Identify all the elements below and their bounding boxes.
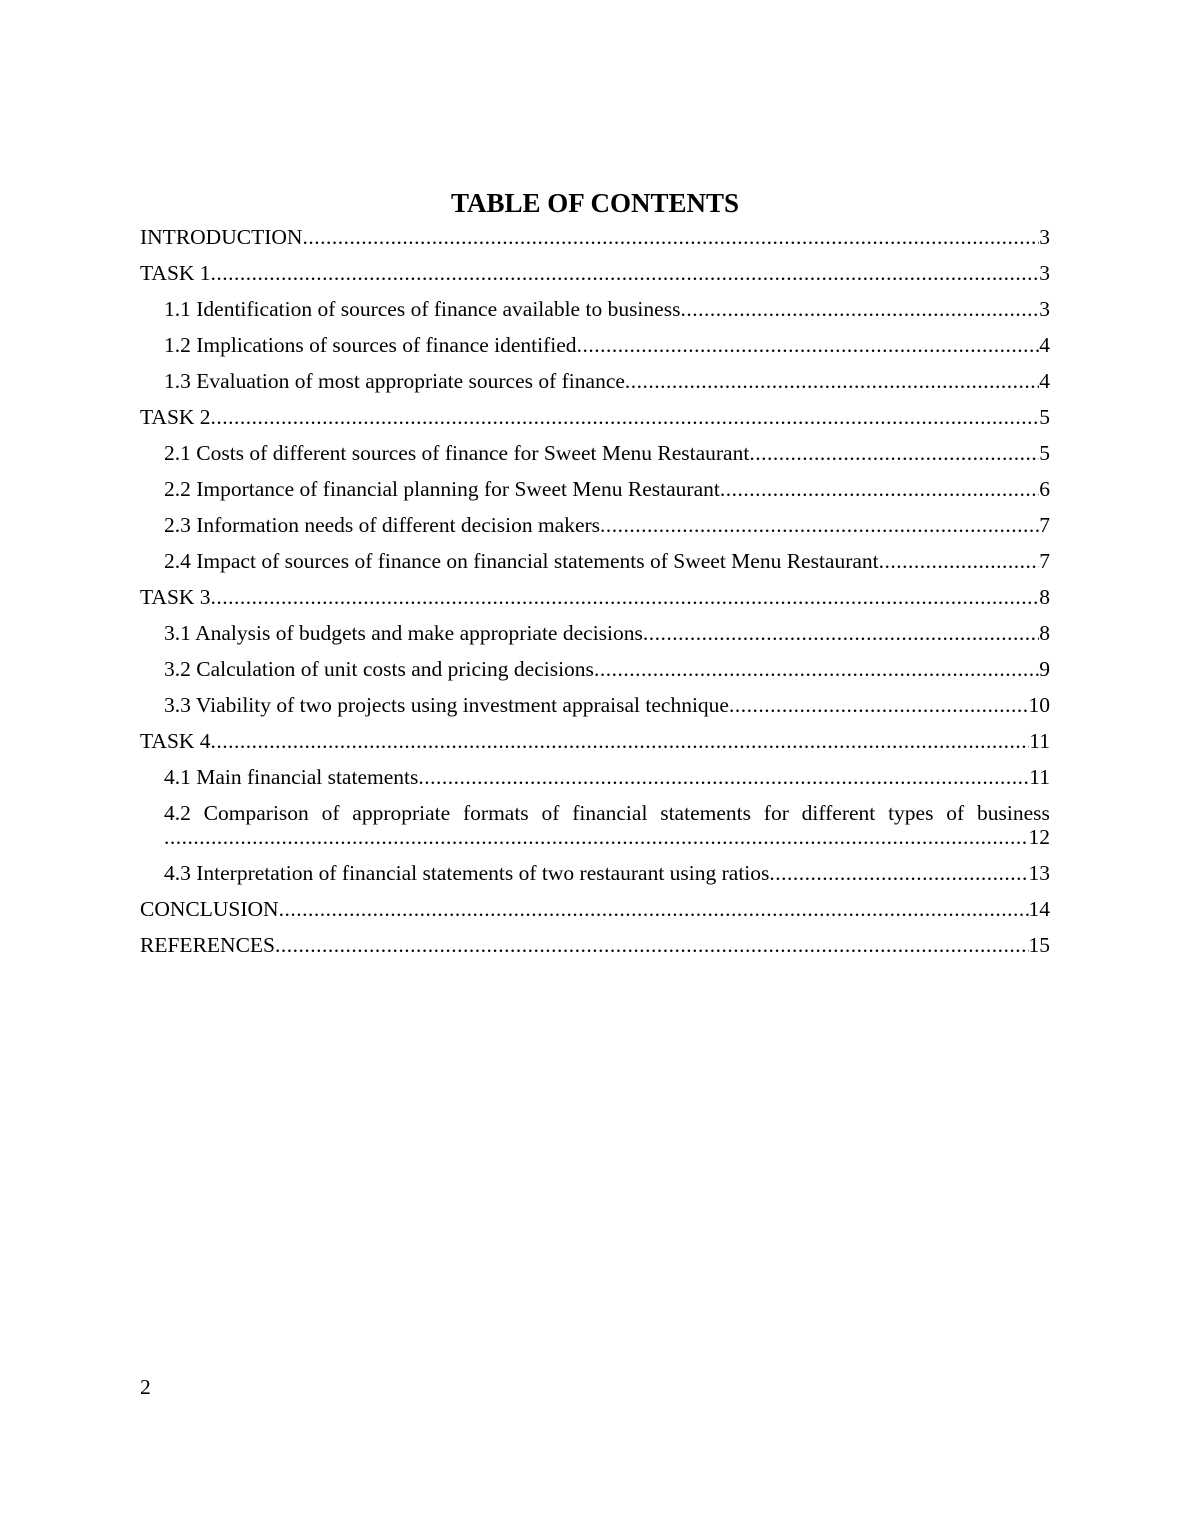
- toc-leader-dots: [211, 729, 1030, 753]
- toc-page-number: 13: [1028, 861, 1050, 885]
- toc-entry-task-4[interactable]: [140, 725, 1050, 761]
- toc-page-number: 3: [1039, 261, 1050, 285]
- toc-entry-2-2[interactable]: [140, 473, 1050, 509]
- toc-entry-4-3[interactable]: [140, 857, 1050, 893]
- toc-entry-2-4[interactable]: [140, 545, 1050, 581]
- toc-entry-text: 4.3 Interpretation of financial statements of two restaurant using ratios: [164, 861, 770, 885]
- toc-page-number: 11: [1029, 729, 1050, 753]
- toc-entry-text: 3.2 Calculation of unit costs and pricing decisions: [164, 657, 594, 681]
- toc-entry-2-3[interactable]: [140, 509, 1050, 545]
- toc-page-number: 10: [1028, 693, 1050, 717]
- toc-entry-text: TASK 1: [140, 261, 211, 285]
- toc-entry-task-2[interactable]: [140, 401, 1050, 437]
- toc-page-number: 4: [1039, 333, 1050, 357]
- toc-leader-dots: [275, 933, 1029, 957]
- toc-title: TABLE OF CONTENTS: [450, 188, 740, 218]
- toc-page-number: 3: [1039, 297, 1050, 321]
- toc-page-number: 4: [1039, 369, 1050, 393]
- toc-leader-dots: [720, 477, 1039, 501]
- toc-page-number: 6: [1039, 477, 1050, 501]
- toc-entry-1-1[interactable]: [140, 293, 1050, 329]
- toc-leader-dots: [680, 297, 1039, 321]
- toc-entry-text: 1.3 Evaluation of most appropriate sources of finance: [164, 369, 625, 393]
- toc-leader-dots: [600, 513, 1039, 537]
- toc-page-number: 8: [1039, 585, 1050, 609]
- toc-leader-dots: [418, 765, 1029, 789]
- toc-entry-3-3[interactable]: [140, 689, 1050, 725]
- toc-entry-text: 3.1 Analysis of budgets and make appropriate decisions: [164, 621, 643, 645]
- toc-page-number: 7: [1039, 549, 1050, 573]
- toc-entry-text: TASK 3: [140, 585, 211, 609]
- toc-entry-2-1[interactable]: [140, 437, 1050, 473]
- toc-entry-text: 2.4 Impact of sources of finance on financial statements of Sweet Menu Restaurant: [164, 549, 879, 573]
- toc-entry-text: 4.1 Main financial statements: [164, 765, 419, 789]
- toc-leader-dots: [164, 825, 1029, 849]
- toc-leader-dots: [729, 693, 1029, 717]
- toc-leader-dots: [279, 897, 1029, 921]
- toc-entry-4-1[interactable]: [140, 761, 1050, 797]
- toc-page-number: 3: [1039, 225, 1050, 249]
- toc-entry-text: 2.1 Costs of different sources of finance for Sweet Menu Restaurant: [164, 441, 750, 465]
- toc-page-number: 5: [1039, 405, 1050, 429]
- toc-entry-word: formats: [463, 801, 529, 825]
- toc-page-number: 5: [1039, 441, 1050, 465]
- toc-entry-word: types: [888, 801, 934, 825]
- toc-entry-text-wrapped: [164, 801, 1050, 825]
- toc-entry-3-1[interactable]: [140, 617, 1050, 653]
- toc-entry-text: 2.3 Information needs of different decision makers: [164, 513, 601, 537]
- toc-entry-task-3[interactable]: [140, 581, 1050, 617]
- toc-page-number: 12: [1028, 825, 1050, 849]
- toc-leader-dots: [302, 225, 1039, 249]
- toc-entry-text: 2.2 Importance of financial planning for Sweet Menu Restaurant: [164, 477, 720, 501]
- toc-entry-word: statements: [660, 801, 751, 825]
- toc-entry-text: 1.2 Implications of sources of finance identified: [164, 333, 577, 357]
- table-of-contents: [140, 221, 1050, 965]
- toc-leader-dots: [594, 657, 1039, 681]
- toc-entry-word: of: [541, 801, 560, 825]
- toc-entry-conclusion[interactable]: [140, 893, 1050, 929]
- toc-entry-text: TASK 2: [140, 405, 211, 429]
- toc-page-number: 11: [1029, 765, 1050, 789]
- toc-entry-word: for: [763, 801, 789, 825]
- toc-entry-word: different: [801, 801, 876, 825]
- toc-leader-dots: [769, 861, 1028, 885]
- toc-page-number: 14: [1028, 897, 1050, 921]
- toc-entry-word: business: [976, 801, 1050, 825]
- toc-page-number: 7: [1039, 513, 1050, 537]
- page-number: 2: [140, 1375, 151, 1399]
- toc-entry-1-2[interactable]: [140, 329, 1050, 365]
- toc-entry-text: CONCLUSION: [140, 897, 279, 921]
- toc-entry-word: Comparison: [203, 801, 309, 825]
- toc-entry-text: INTRODUCTION: [140, 225, 303, 249]
- toc-entry-text: 3.3 Viability of two projects using investment appraisal technique: [164, 693, 729, 717]
- toc-page-number: 15: [1028, 933, 1050, 957]
- toc-entry-text: TASK 4: [140, 729, 211, 753]
- toc-entry-word: of: [946, 801, 965, 825]
- toc-leader-dots: [643, 621, 1039, 645]
- toc-leader-dots: [625, 369, 1039, 393]
- toc-entry-4-2[interactable]: [140, 797, 1050, 857]
- toc-leader-dots: [879, 549, 1040, 573]
- toc-entry-word: appropriate: [352, 801, 451, 825]
- toc-entry-text: REFERENCES: [140, 933, 275, 957]
- toc-entry-text: 1.1 Identification of sources of finance available to business: [164, 297, 681, 321]
- toc-leader-dots: [749, 441, 1039, 465]
- toc-leader-dots: [211, 405, 1040, 429]
- toc-page-number: 9: [1039, 657, 1050, 681]
- toc-entry-1-3[interactable]: [140, 365, 1050, 401]
- toc-entry-introduction[interactable]: [140, 221, 1050, 257]
- toc-leader-dots: [211, 261, 1040, 285]
- toc-entry-task-1[interactable]: [140, 257, 1050, 293]
- toc-leader-dots: [577, 333, 1040, 357]
- toc-entry-references[interactable]: [140, 929, 1050, 965]
- toc-leader-dots: [211, 585, 1040, 609]
- toc-entry-word: financial: [572, 801, 648, 825]
- toc-entry-word: of: [321, 801, 340, 825]
- toc-entry-word: 4.2: [164, 801, 191, 825]
- toc-page-number: 8: [1039, 621, 1050, 645]
- toc-entry-3-2[interactable]: [140, 653, 1050, 689]
